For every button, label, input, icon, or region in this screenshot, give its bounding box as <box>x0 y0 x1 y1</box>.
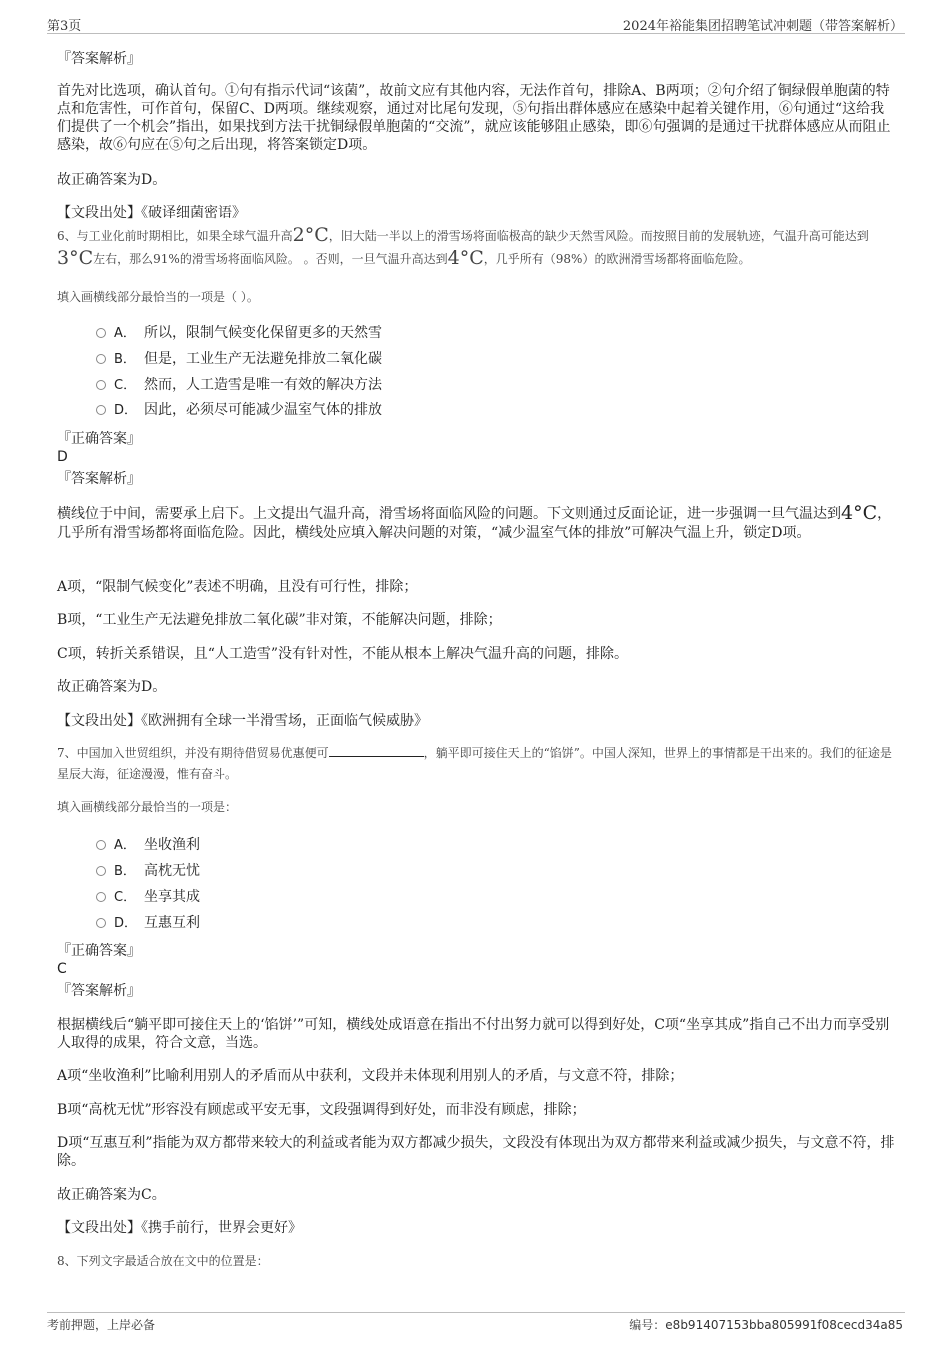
page-footer <box>47 1312 905 1332</box>
q7-option-b[interactable]: B． 高枕无忧 <box>96 862 200 881</box>
q7-stem: 7、中国加入世贸组织，并没有期待借贸易优惠便可 ，躺平即可接住天上的“馅饼”。中国人深知，世界上的事情都是干出来的。我们的征途是星辰大海，征途漫漫，惟有奋斗。 <box>57 746 892 781</box>
radio-icon[interactable] <box>96 866 106 876</box>
document-code: 编号：e8b91407153bba805991f08cecd34a85 <box>629 1318 903 1332</box>
q7-answer: C <box>57 961 67 977</box>
q8-stem: 8、下列文字最适合放在文中的位置是： <box>57 1254 269 1268</box>
source-label: 【文段出处】 <box>57 713 141 729</box>
q7-explain-a: A项“坐收渔利”比喻利用别人的矛盾而从中获利，文段并未体现利用别人的矛盾，与文意不符，排除； <box>57 1068 684 1084</box>
q6-analysis-text: 横线位于中间，需要承上启下。上文提出气温升高，滑雪场将面临风险的问题。下文则通过反面论证，进一步强调一旦气温达到4°C，几乎所有滑雪场都将面临危险。因此，横线处应填入解决问题的对策，“减少温室气体的排放”可解决气温上升，锁定D项。 <box>57 502 892 541</box>
radio-icon[interactable] <box>96 328 106 338</box>
q7-prompt: 填入画横线部分最恰当的一项是： <box>57 800 238 814</box>
q7-option-a[interactable]: A． 坐收渔利 <box>96 836 200 855</box>
page-number: 第3页 <box>47 19 82 34</box>
q6-option-c[interactable]: C． 然而，人工造雪是唯一有效的解决方法 <box>96 376 382 395</box>
q6-option-a[interactable]: A． 所以，限制气候变化保留更多的天然雪 <box>96 324 382 343</box>
q6-answer: D <box>57 449 68 465</box>
temp-3c: 3°C <box>57 247 94 269</box>
q6-explain-a: A项，“限制气候变化”表述不明确，且没有可行性，排除； <box>57 579 418 595</box>
q6-option-b[interactable]: B． 但是，工业生产无法避免排放二氧化碳 <box>96 350 382 369</box>
source-title: 《破译细菌密语》 <box>141 205 246 221</box>
q6-explain-c: C项，转折关系错误，且“人工造雪”没有针对性，不能从根本上解决气温升高的问题，排除。 <box>57 646 629 662</box>
source-title: 《欧洲拥有全球一半滑雪场，正面临气候威胁》 <box>141 713 428 729</box>
source-label: 【文段出处】 <box>57 205 141 221</box>
q7-option-d[interactable]: D． 互惠互利 <box>96 914 200 933</box>
source-label: 【文段出处】 <box>57 1220 141 1236</box>
q7-conclusion: 故正确答案为C。 <box>57 1187 166 1203</box>
q6-explain-b: B项，“工业生产无法避免排放二氧化碳”非对策，不能解决问题，排除； <box>57 612 502 628</box>
radio-icon[interactable] <box>96 354 106 364</box>
q6-prompt: 填入画横线部分最恰当的一项是（ ）。 <box>57 290 259 304</box>
q6-analysis-label: 『答案解析』 <box>57 471 141 487</box>
source-title: 《携手前行，世界会更好》 <box>141 1220 302 1236</box>
temp-2c: 2°C <box>292 224 329 246</box>
radio-icon[interactable] <box>96 840 106 850</box>
q5-analysis-label: 『答案解析』 <box>57 51 141 67</box>
temp-4c: 4°C <box>841 502 878 524</box>
radio-icon[interactable] <box>96 405 106 415</box>
radio-icon[interactable] <box>96 380 106 390</box>
q7-analysis-label: 『答案解析』 <box>57 983 141 999</box>
q7-correct-label: 『正确答案』 <box>57 943 141 959</box>
q6-option-d[interactable]: D． 因此，必须尽可能减少温室气体的排放 <box>96 401 382 420</box>
radio-icon[interactable] <box>96 918 106 928</box>
q7-source <box>57 1219 897 1237</box>
q6-stem: 6、与工业化前时期相比，如果全球气温升高2°C，旧大陆一半以上的滑雪场将面临极高的缺少天然雪风险。而按照目前的发展轨迹，气温升高可能达到3°C左右，那么91%的滑雪场将面临风险。 。否则，一旦气温升高达到4°C，几乎所有（98%）的欧洲滑雪场都将面临危险。 <box>57 224 869 269</box>
q7-explain-d: D项“互惠互利”指能为双方都带来较大的利益或者能为双方都减少损失，文段没有体现出为双方都带来利益或减少损失，与文意不符，排除。 <box>57 1135 895 1169</box>
q6-correct-label: 『正确答案』 <box>57 431 141 447</box>
answer-blank <box>329 744 424 757</box>
q5-source <box>57 204 897 222</box>
page-header <box>47 13 905 34</box>
q5-conclusion: 故正确答案为D。 <box>57 172 167 188</box>
temp-4c: 4°C <box>447 247 484 269</box>
q7-explain-b: B项“高枕无忧”形容没有顾虑或平安无事，文段强调得到好处，而非没有顾虑，排除； <box>57 1102 586 1118</box>
radio-icon[interactable] <box>96 892 106 902</box>
q5-analysis-text: 首先对比选项，确认首句。①句有指示代词“该菌”，故前文应有其他内容，无法作首句，排除A、B两项；②句介绍了铜绿假单胞菌的特点和危害性，可作首句，保留C、D两项。继续观察，通过对比尾句发现，⑤句指出群体感应在感染中起着关键作用，⑥句通过“这给我们提供了一个机会”指出，如果找到方法干扰铜绿假单胞菌的“交流”，就应该能够阻止感染，即⑥句强调的是通过干扰群体感应从而阻止感染，故⑥句应在⑤句之后出现，将答案锁定D项。 <box>57 83 891 153</box>
document-title: 2024年裕能集团招聘笔试冲刺题（带答案解析） <box>622 19 903 34</box>
q7-option-c[interactable]: C． 坐享其成 <box>96 888 200 907</box>
q7-analysis-text: 根据横线后“躺平即可接住天上的‘馅饼’”可知，横线处成语意在指出不付出努力就可以得到好处，C项“坐享其成”指自己不出力而享受别人取得的成果，符合文意，当选。 <box>57 1017 890 1051</box>
q6-conclusion: 故正确答案为D。 <box>57 679 167 695</box>
footer-slogan: 考前押题，上岸必备 <box>47 1318 156 1332</box>
q6-source <box>57 712 897 730</box>
